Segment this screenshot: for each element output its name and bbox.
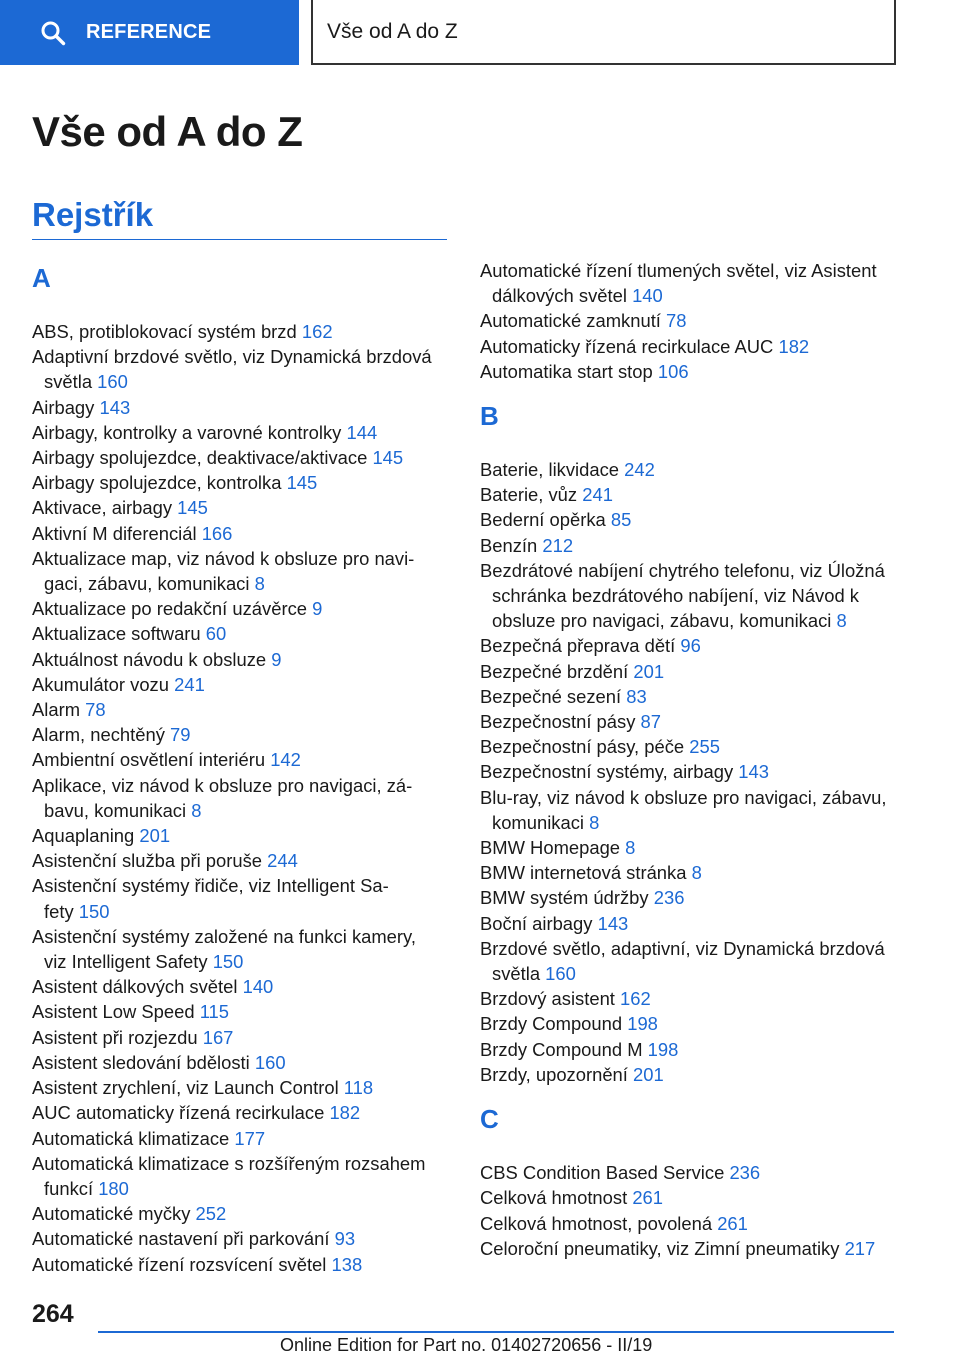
index-entry <box>32 1252 452 1277</box>
index-entry <box>480 633 900 658</box>
index-entry-text: Automatické řízení rozsvícení světel <box>32 1253 327 1275</box>
index-entry <box>32 672 452 697</box>
index-entry <box>480 734 900 759</box>
index-page-link[interactable]: 252 <box>195 1203 227 1225</box>
index-entry-text: Aktualizace po redakční uzávěrce <box>32 598 307 620</box>
chapter-title-tab <box>311 0 896 65</box>
index-page-link[interactable]: 201 <box>139 825 171 847</box>
index-entry <box>32 1126 452 1151</box>
index-page-link[interactable]: 180 <box>98 1177 129 1199</box>
index-entry <box>480 1011 900 1036</box>
index-entry-text: Blu-ray, viz návod k obsluze pro navigaci, zábavu, komunikaci <box>480 786 887 833</box>
index-page-link[interactable]: 83 <box>626 685 647 707</box>
index-entry-text: Airbagy <box>32 396 95 418</box>
index-entry <box>480 986 900 1011</box>
index-page-link[interactable]: 140 <box>242 976 274 998</box>
index-entry <box>480 533 900 558</box>
index-page-link[interactable]: 8 <box>191 799 202 821</box>
index-entry <box>32 823 452 848</box>
index-entry <box>32 722 452 747</box>
index-page-link[interactable]: 79 <box>170 724 191 746</box>
index-entry-text: CBS Condition Based Service <box>480 1162 725 1184</box>
index-entry <box>480 1037 900 1062</box>
index-entry <box>32 596 452 621</box>
index-column-right <box>480 258 900 1261</box>
search-icon <box>40 20 66 46</box>
index-entry-text: Brzdový asistent <box>480 988 615 1010</box>
index-entry <box>480 334 900 359</box>
index-page-link[interactable]: 87 <box>640 711 661 733</box>
section-divider <box>32 239 447 240</box>
index-entry-text: BMW internetová stránka <box>480 862 687 884</box>
index-page-link[interactable]: 60 <box>205 623 227 645</box>
index-entry-text: Asistent dálkových světel <box>32 976 238 998</box>
index-page-link[interactable]: 78 <box>666 310 687 332</box>
index-page-link[interactable]: 143 <box>99 396 131 418</box>
index-entry-text: Automatické řízení tlumených světel, viz Asistent dálkových světel <box>480 260 877 307</box>
index-entry-text: Asistent Low Speed <box>32 1001 195 1023</box>
index-entry-text: Automatická klimatizace s rozšířeným rozsahem funkcí <box>32 1152 426 1199</box>
index-entry-text: Alarm, nechtěný <box>32 724 165 746</box>
index-page-link[interactable]: 9 <box>312 598 323 620</box>
index-entry <box>480 308 900 333</box>
index-page-link[interactable]: 160 <box>545 963 576 985</box>
index-entry-text: Aktualizace softwaru <box>32 623 201 645</box>
index-entry <box>32 999 452 1024</box>
index-entry-text: Automatické nastavení při parkování <box>32 1228 330 1250</box>
index-page-link[interactable]: 96 <box>680 635 701 657</box>
index-entry-text: Automatická klimatizace <box>32 1127 230 1149</box>
index-entry <box>32 546 452 596</box>
index-page-link[interactable]: 115 <box>199 1001 230 1023</box>
index-page-link[interactable]: 166 <box>201 522 233 544</box>
index-page-link[interactable]: 160 <box>97 371 128 393</box>
index-entry-text: Alarm <box>32 699 81 721</box>
index-page-link[interactable]: 236 <box>653 887 685 909</box>
index-entry-text: Bezpečnostní pásy <box>480 711 636 733</box>
page-title: Vše od A do Z <box>32 108 303 155</box>
index-page-link[interactable]: 177 <box>234 1127 266 1149</box>
index-entry <box>32 1226 452 1251</box>
index-entry-text: Aktuálnost návodu k obsluze <box>32 648 267 670</box>
index-entry-text: AUC automaticky řízená recirkulace <box>32 1102 325 1124</box>
index-entry <box>480 759 900 784</box>
index-letter-heading: B <box>480 401 499 432</box>
index-page-link[interactable]: 118 <box>343 1077 374 1099</box>
index-entry <box>32 621 452 646</box>
index-entry <box>32 974 452 999</box>
index-entry-text: Automatické myčky <box>32 1203 191 1225</box>
index-entry <box>32 319 452 344</box>
index-page-link[interactable]: 182 <box>329 1102 361 1124</box>
index-entry <box>32 1050 452 1075</box>
index-page-link[interactable]: 241 <box>174 673 205 695</box>
index-entry <box>480 482 900 507</box>
index-entry-text: Bezpečné sezení <box>480 685 622 707</box>
index-entry-text: Bezpečné brzdění <box>480 660 629 682</box>
index-entry <box>32 521 452 546</box>
index-entry <box>32 495 452 520</box>
index-page-link[interactable]: 201 <box>633 660 665 682</box>
index-page-link[interactable]: 236 <box>729 1162 761 1184</box>
index-entry <box>480 885 900 910</box>
index-page-link[interactable]: 201 <box>633 1063 664 1085</box>
index-entry <box>480 359 900 384</box>
index-entry-text: Boční airbagy <box>480 912 593 934</box>
index-entry <box>32 1075 452 1100</box>
index-entry <box>480 1062 900 1087</box>
index-entry-text: Asistent sledování bdělosti <box>32 1051 250 1073</box>
index-entry <box>32 420 452 445</box>
index-page-link[interactable]: 8 <box>691 862 702 884</box>
index-page-link[interactable]: 78 <box>85 699 106 721</box>
index-entry-text: Asistenční systémy řidiče, viz Intelligent Sa- fety <box>32 875 389 922</box>
index-page-link[interactable]: 145 <box>177 497 208 519</box>
index-entry <box>480 457 900 482</box>
index-entry <box>32 395 452 420</box>
index-page-link[interactable]: 93 <box>334 1228 356 1250</box>
index-page-link[interactable]: 85 <box>610 509 632 531</box>
index-entry <box>480 860 900 885</box>
index-entry <box>32 924 452 974</box>
index-page-link[interactable]: 261 <box>632 1187 664 1209</box>
index-entry-text: Brzdové světlo, adaptivní, viz Dynamická brzdová světla <box>480 937 885 985</box>
index-entry <box>480 936 900 986</box>
index-entry <box>32 773 452 823</box>
index-letter-heading: C <box>480 1104 499 1135</box>
index-entry-text: BMW Homepage <box>480 837 621 859</box>
index-entry-text: BMW systém údržby <box>480 887 649 909</box>
index-entry-text: Airbagy spolujezdce, deaktivace/aktivace <box>32 447 368 469</box>
index-entry-text: Baterie, vůz <box>480 484 578 506</box>
index-entry <box>480 507 900 532</box>
index-page-link[interactable]: 217 <box>844 1237 876 1259</box>
index-entry <box>480 785 900 835</box>
index-page-link[interactable]: 182 <box>778 335 810 357</box>
index-page-link[interactable]: 142 <box>270 749 301 771</box>
index-page-link[interactable]: 9 <box>271 648 282 670</box>
index-entry-text: Bezpečnostní systémy, airbagy <box>480 761 734 783</box>
index-page-link[interactable]: 198 <box>627 1013 658 1035</box>
footer-divider <box>98 1331 894 1333</box>
index-entry-text: Automatické zamknutí <box>480 310 661 332</box>
index-entry-text: Automaticky řízená recirkulace AUC <box>480 335 774 357</box>
index-entry <box>32 1151 452 1201</box>
index-entry-text: Akumulátor vozu <box>32 673 169 695</box>
section-title: Rejstřík <box>32 196 154 233</box>
index-entry <box>480 709 900 734</box>
index-entry-text: Bezpečnostní pásy, péče <box>480 736 685 758</box>
index-entry <box>32 1100 452 1125</box>
index-page-link[interactable]: 150 <box>78 900 110 922</box>
index-entry <box>32 647 452 672</box>
index-entry <box>480 659 900 684</box>
index-entry-text: Aktualizace map, viz návod k obsluze pro navi- gaci, zábavu, komunikaci <box>32 547 415 595</box>
index-entry-text: Aquaplaning <box>32 825 135 847</box>
chapter-title-label: Vše od A do Z <box>327 19 458 43</box>
index-entry <box>32 1025 452 1050</box>
index-page-link[interactable]: 150 <box>212 951 244 973</box>
index-page-link[interactable]: 261 <box>717 1212 748 1234</box>
index-entry-text: Celková hmotnost, povolená <box>480 1212 713 1234</box>
index-page-link[interactable]: 8 <box>625 837 636 859</box>
index-entry <box>32 747 452 772</box>
reference-tab-label: REFERENCE <box>86 21 212 43</box>
index-page-link[interactable]: 144 <box>346 421 378 443</box>
index-page-link[interactable]: 198 <box>647 1038 679 1060</box>
index-entry-text: Asistenční služba při poruše <box>32 850 262 872</box>
index-entry-text: Brzdy Compound M <box>480 1038 643 1060</box>
index-entry <box>32 445 452 470</box>
index-letter-heading: A <box>32 263 51 293</box>
index-entry-text: Aktivní M diferenciál <box>32 522 197 544</box>
index-entry <box>480 558 900 634</box>
index-entry-text: Airbagy, kontrolky a varovné kontrolky <box>32 421 342 443</box>
index-entry-text: Brzdy Compound <box>480 1013 623 1035</box>
index-page-link[interactable]: 145 <box>372 447 404 469</box>
index-page-link[interactable]: 162 <box>620 988 651 1010</box>
index-entry <box>480 258 900 308</box>
index-page-link[interactable]: 8 <box>254 573 265 595</box>
index-entry-text: Automatika start stop <box>480 360 653 382</box>
index-entry-text: Benzín <box>480 534 538 556</box>
index-entry-text: Adaptivní brzdové světlo, viz Dynamická brzdová světla <box>32 346 432 393</box>
index-page-link[interactable]: 241 <box>582 484 613 506</box>
index-entry-text: Aktivace, airbagy <box>32 497 173 519</box>
index-entry-text: Baterie, likvidace <box>480 459 620 481</box>
index-entry-text: Airbagy spolujezdce, kontrolka <box>32 472 282 494</box>
reference-tab[interactable] <box>0 0 299 65</box>
index-entry <box>480 684 900 709</box>
index-page-link[interactable]: 143 <box>597 912 629 934</box>
page-number: 264 <box>32 1300 74 1328</box>
index-entry-text: Bezdrátové nabíjení chytrého telefonu, viz Úložná schránka bezdrátového nabíjení, viz Návod k obsluze pro navigaci, zábavu, komunikaci <box>480 559 885 632</box>
index-entry-text: Ambientní osvětlení interiéru <box>32 749 266 771</box>
index-page-link[interactable]: 167 <box>202 1026 234 1048</box>
index-entry-text: ABS, protiblokovací systém brzd <box>32 321 297 342</box>
index-entry-text: Asistenční systémy založené na funkci kamery, viz Intelligent Safety <box>32 925 416 973</box>
index-entry-text: Brzdy, upozornění <box>480 1063 628 1085</box>
index-entry-text: Asistent při rozjezdu <box>32 1026 198 1048</box>
index-page-link[interactable]: 138 <box>331 1253 363 1275</box>
index-entry <box>32 848 452 873</box>
index-entry <box>480 1185 900 1210</box>
index-page-link[interactable]: 143 <box>738 761 769 783</box>
index-entry <box>32 873 452 923</box>
footer-edition: Online Edition for Part no. 01402720656 - II/19 <box>280 1335 653 1355</box>
index-page-link[interactable]: 242 <box>624 459 655 481</box>
index-page-link[interactable]: 106 <box>657 360 689 382</box>
index-entry <box>32 344 452 394</box>
index-page-link[interactable]: 244 <box>267 850 298 872</box>
index-entry-text: Asistent zrychlení, viz Launch Control <box>32 1077 339 1099</box>
index-entry <box>480 1236 900 1261</box>
index-page-link[interactable]: 160 <box>254 1051 286 1073</box>
index-entry <box>480 911 900 936</box>
index-entry <box>480 1160 900 1185</box>
index-column-left <box>32 258 452 1277</box>
index-entry <box>32 697 452 722</box>
index-entry <box>480 835 900 860</box>
index-entry-text: Celková hmotnost <box>480 1187 628 1209</box>
index-page-link[interactable]: 8 <box>836 610 847 632</box>
index-entry <box>32 470 452 495</box>
index-page-link[interactable]: 162 <box>301 321 333 342</box>
index-entry <box>480 1211 900 1236</box>
index-page-link[interactable]: 145 <box>286 472 318 494</box>
index-entry-text: Bezpečná přeprava dětí <box>480 635 676 657</box>
index-entry-text: Aplikace, viz návod k obsluze pro navigaci, zá- bavu, komunikaci <box>32 774 413 821</box>
index-page-link[interactable]: 8 <box>589 811 600 833</box>
index-page-link[interactable]: 140 <box>632 285 663 307</box>
index-entry-text: Celoroční pneumatiky, viz Zimní pneumatiky <box>480 1237 840 1259</box>
index-entry-text: Bederní opěrka <box>480 509 606 531</box>
index-page-link[interactable]: 255 <box>689 736 720 758</box>
index-entry <box>32 1201 452 1226</box>
index-page-link[interactable]: 212 <box>542 534 574 556</box>
